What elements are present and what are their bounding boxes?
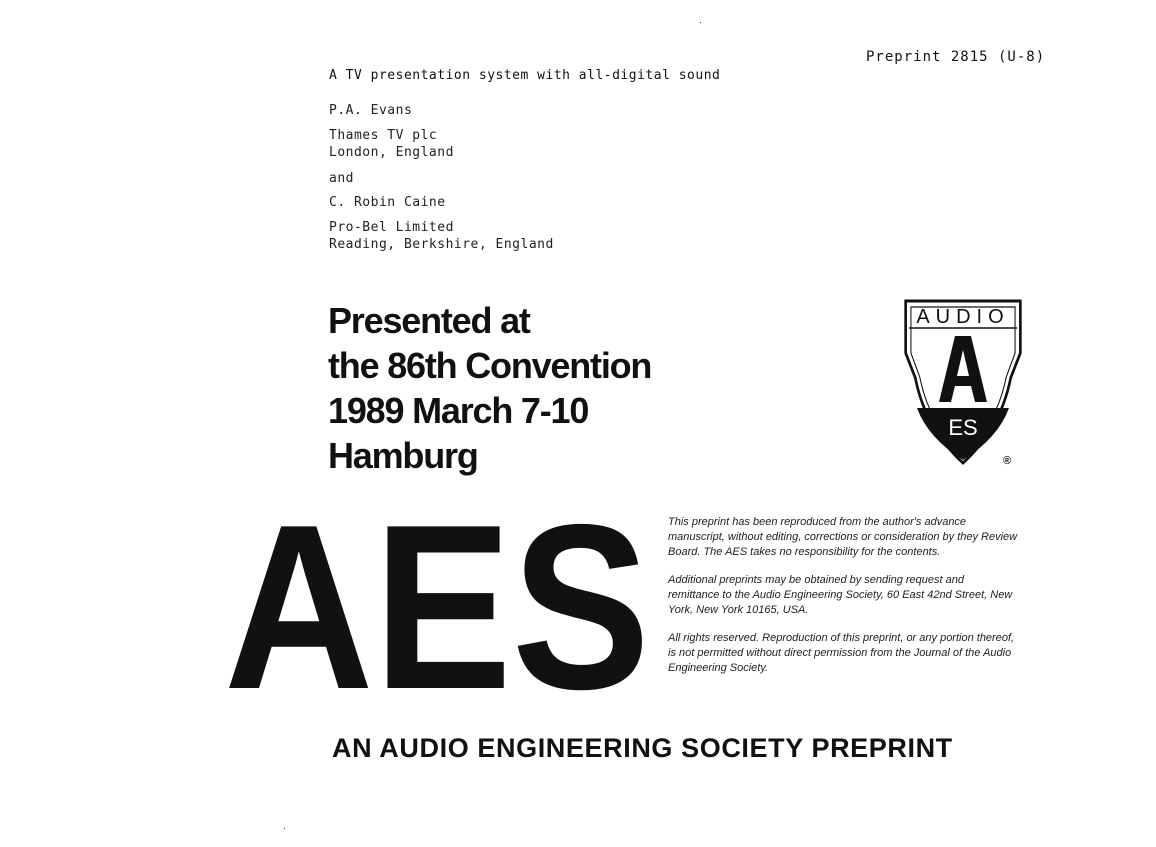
logo-bottom-text: ES	[948, 415, 978, 440]
aes-wordmark-text: AES	[224, 498, 650, 694]
presentation-line: the 86th Convention	[328, 345, 652, 386]
notice-paragraph: All rights reserved. Reproduction of this preprint, or any portion thereof, is not permitted without direct permission from the Journal of the Audio Engineering Society.	[668, 632, 1015, 674]
author-affiliation-1	[329, 127, 454, 161]
scan-speck	[284, 828, 285, 829]
affiliation-line: Reading, Berkshire, England	[329, 237, 554, 252]
logo-top-text: AUDIO	[916, 306, 1010, 328]
presentation-line: Hamburg	[328, 435, 478, 476]
notice-paragraph: This preprint has been reproduced from the author's advance manuscript, without editing, corrections or consideration by they Review Board. The AES takes no responsibility for the contents.	[668, 516, 1018, 558]
affiliation-line: Pro-Bel Limited	[329, 220, 454, 235]
presentation-line: 1989 March 7-10	[328, 390, 589, 431]
author-connector: and	[329, 171, 354, 186]
preprint-number: Preprint 2815 (U-8)	[866, 49, 1046, 65]
author-affiliation-2	[329, 219, 554, 253]
paper-title: A TV presentation system with all-digital sound	[329, 68, 721, 83]
aes-shield-logo	[903, 298, 1023, 468]
logo-registered-mark: ®	[1003, 455, 1012, 467]
scan-speck	[700, 22, 701, 23]
preprint-notice	[668, 515, 1018, 689]
author-name-2: C. Robin Caine	[329, 195, 446, 210]
affiliation-line: London, England	[329, 145, 454, 160]
presentation-line: Presented at	[328, 300, 530, 341]
footer-banner: AN AUDIO ENGINEERING SOCIETY PREPRINT	[332, 733, 953, 763]
notice-paragraph: Additional preprints may be obtained by sending request and remittance to the Audio Engineering Society, 60 East 42nd Street, New York, New York 10165, USA.	[668, 574, 1013, 616]
author-name-1: P.A. Evans	[329, 103, 413, 118]
affiliation-line: Thames TV plc	[329, 128, 438, 143]
aes-wordmark	[222, 498, 652, 694]
presentation-block	[328, 298, 651, 478]
